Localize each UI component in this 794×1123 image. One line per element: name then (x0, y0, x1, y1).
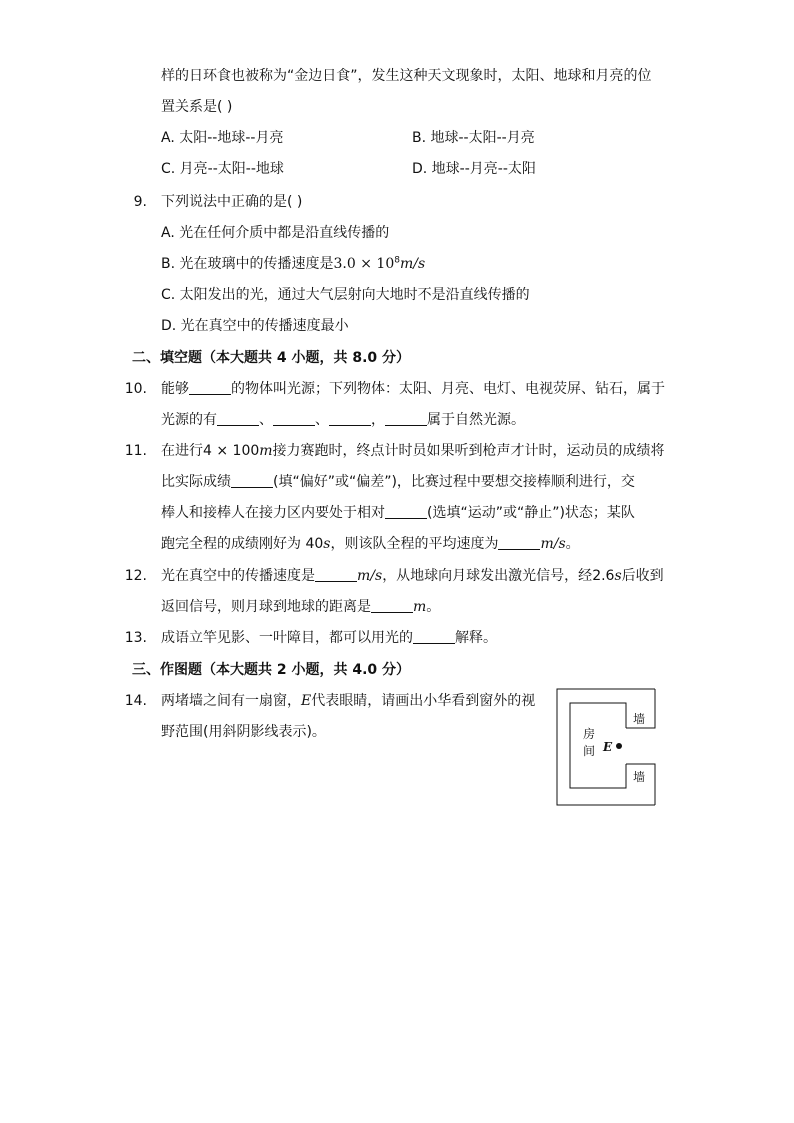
eye-label: E (603, 740, 613, 754)
q11-math: 4 × 100 (203, 443, 260, 459)
q9-stem: 下列说法中正确的是( ) (161, 194, 303, 210)
q13-text-2: 解释。 (455, 630, 497, 646)
q11-text-5: 棒人和接棒人在接力区内要处于相对 (161, 505, 385, 521)
q12-line1 (161, 566, 664, 586)
q14-eye-symbol: E (301, 693, 312, 709)
q9-option-b-unit: m/s (399, 256, 426, 272)
q11-text-3: 比实际成绩 (161, 474, 231, 490)
q14-text-1: 两堵墙之间有一扇窗， (161, 693, 301, 709)
q13-text-1: 成语立竿见影、一叶障目，都可以用光的 (161, 630, 413, 646)
q12-unit-s: s (614, 568, 622, 584)
q12-text-3: 后收到 (621, 568, 664, 584)
q11-unit-s: s (323, 536, 331, 552)
q12-text-2: ，从地球向月球发出激光信号，经 (382, 568, 593, 584)
q11-text-6: (选填“运动”或“静止”)状态；某队 (427, 505, 635, 521)
wall-label-bottom: 墙 (633, 770, 646, 784)
q9-option-b-text: B. 光在玻璃中的传播速度是 (161, 256, 334, 272)
q11-text-8: ，则该队全程的平均速度为 (330, 536, 499, 552)
q10-separator: ， (371, 412, 385, 428)
q11-text-4: (填“偏好”或“偏差”)，比赛过程中要想交接棒顺利进行，交 (273, 474, 635, 490)
q11-text-9: 。 (565, 536, 580, 552)
q14-text-2: 代表眼睛，请画出小华看到窗外的视 (311, 693, 536, 709)
q11-line4 (161, 534, 580, 554)
q10-text-3: 光源的有 (161, 412, 217, 428)
q12-line2 (161, 597, 440, 617)
q14-line1 (161, 691, 535, 711)
answer-blank[interactable] (413, 629, 455, 644)
q8-option-a: A. 太阳--地球--月亮 (161, 130, 284, 146)
q13-line1 (161, 628, 497, 648)
q10-line1 (161, 379, 665, 399)
answer-blank[interactable] (329, 411, 371, 426)
q12-text-4: 返回信号，则月球到地球的距离是 (161, 599, 371, 615)
q11-line3 (161, 503, 635, 523)
answer-blank[interactable] (371, 598, 413, 613)
q12-time-value: 2.6 (592, 568, 615, 584)
q10-line2 (161, 410, 525, 430)
q9-option-b-exponent: 8 (394, 255, 400, 266)
eye-point (616, 743, 622, 749)
q11-text-1: 在进行 (161, 443, 203, 459)
section-heading-fill-in: 二、填空题（本大题共 4 小题，共 8.0 分） (132, 350, 411, 366)
q13-number: 13. (124, 630, 147, 646)
q11-unit: m (259, 443, 273, 459)
q10-text-4: 属于自然光源。 (427, 412, 525, 428)
section-heading-drawing: 三、作图题（本大题共 2 小题，共 4.0 分） (132, 662, 411, 678)
q8-stem-line1: 样的日环食也被称为“金边日食”，发生这种天文现象时，太阳、地球和月亮的位 (161, 68, 652, 84)
room-label-char2: 间 (583, 744, 596, 758)
q11-line1 (161, 441, 665, 461)
wall-label-top: 墙 (633, 712, 646, 726)
q11-text-2: 接力赛跑时，终点计时员如果听到枪声才计时，运动员的成绩将 (272, 443, 665, 459)
q11-text-7: 跑完全程的成绩刚好为 40 (161, 536, 324, 552)
answer-blank[interactable] (315, 567, 357, 582)
answer-blank[interactable] (385, 411, 427, 426)
q10-number: 10. (124, 381, 147, 397)
q9-option-d: D. 光在真空中的传播速度最小 (161, 318, 349, 334)
answer-blank[interactable] (498, 535, 540, 550)
room-window-diagram (556, 688, 657, 806)
q14-number: 14. (124, 693, 147, 709)
answer-blank[interactable] (189, 380, 231, 395)
q8-option-c: C. 月亮--太阳--地球 (161, 161, 284, 177)
q9-number: 9. (133, 194, 147, 210)
q12-unit-speed: m/s (357, 568, 383, 584)
q10-separator: 、 (315, 412, 329, 428)
q8-option-d: D. 地球--月亮--太阳 (412, 161, 536, 177)
q11-line2 (161, 472, 635, 492)
answer-blank[interactable] (231, 473, 273, 488)
q14-line2: 野范围(用斜阴影线表示)。 (161, 724, 326, 740)
q12-unit-m: m (413, 599, 427, 615)
q9-option-a: A. 光在任何介质中都是沿直线传播的 (161, 225, 390, 241)
q10-text-1: 能够 (161, 381, 189, 397)
q12-number: 12. (124, 568, 147, 584)
q11-number: 11. (124, 443, 147, 459)
q9-option-b (161, 254, 425, 274)
q9-option-c: C. 太阳发出的光，通过大气层射向大地时不是沿直线传播的 (161, 287, 530, 303)
q10-text-2: 的物体叫光源；下列物体：太阳、月亮、电灯、电视荧屏、钻石，属于 (231, 381, 665, 397)
q12-text-5: 。 (426, 599, 441, 615)
q10-separator: 、 (259, 412, 273, 428)
q8-option-b: B. 地球--太阳--月亮 (412, 130, 535, 146)
q11-unit-speed: m/s (540, 536, 566, 552)
answer-blank[interactable] (385, 504, 427, 519)
answer-blank[interactable] (273, 411, 315, 426)
q9-option-b-value: 3.0 × 10 (333, 256, 395, 272)
answer-blank[interactable] (217, 411, 259, 426)
room-label-char1: 房 (583, 727, 596, 741)
q12-text-1: 光在真空中的传播速度是 (161, 568, 315, 584)
q8-stem-line2: 置关系是( ) (161, 99, 233, 115)
